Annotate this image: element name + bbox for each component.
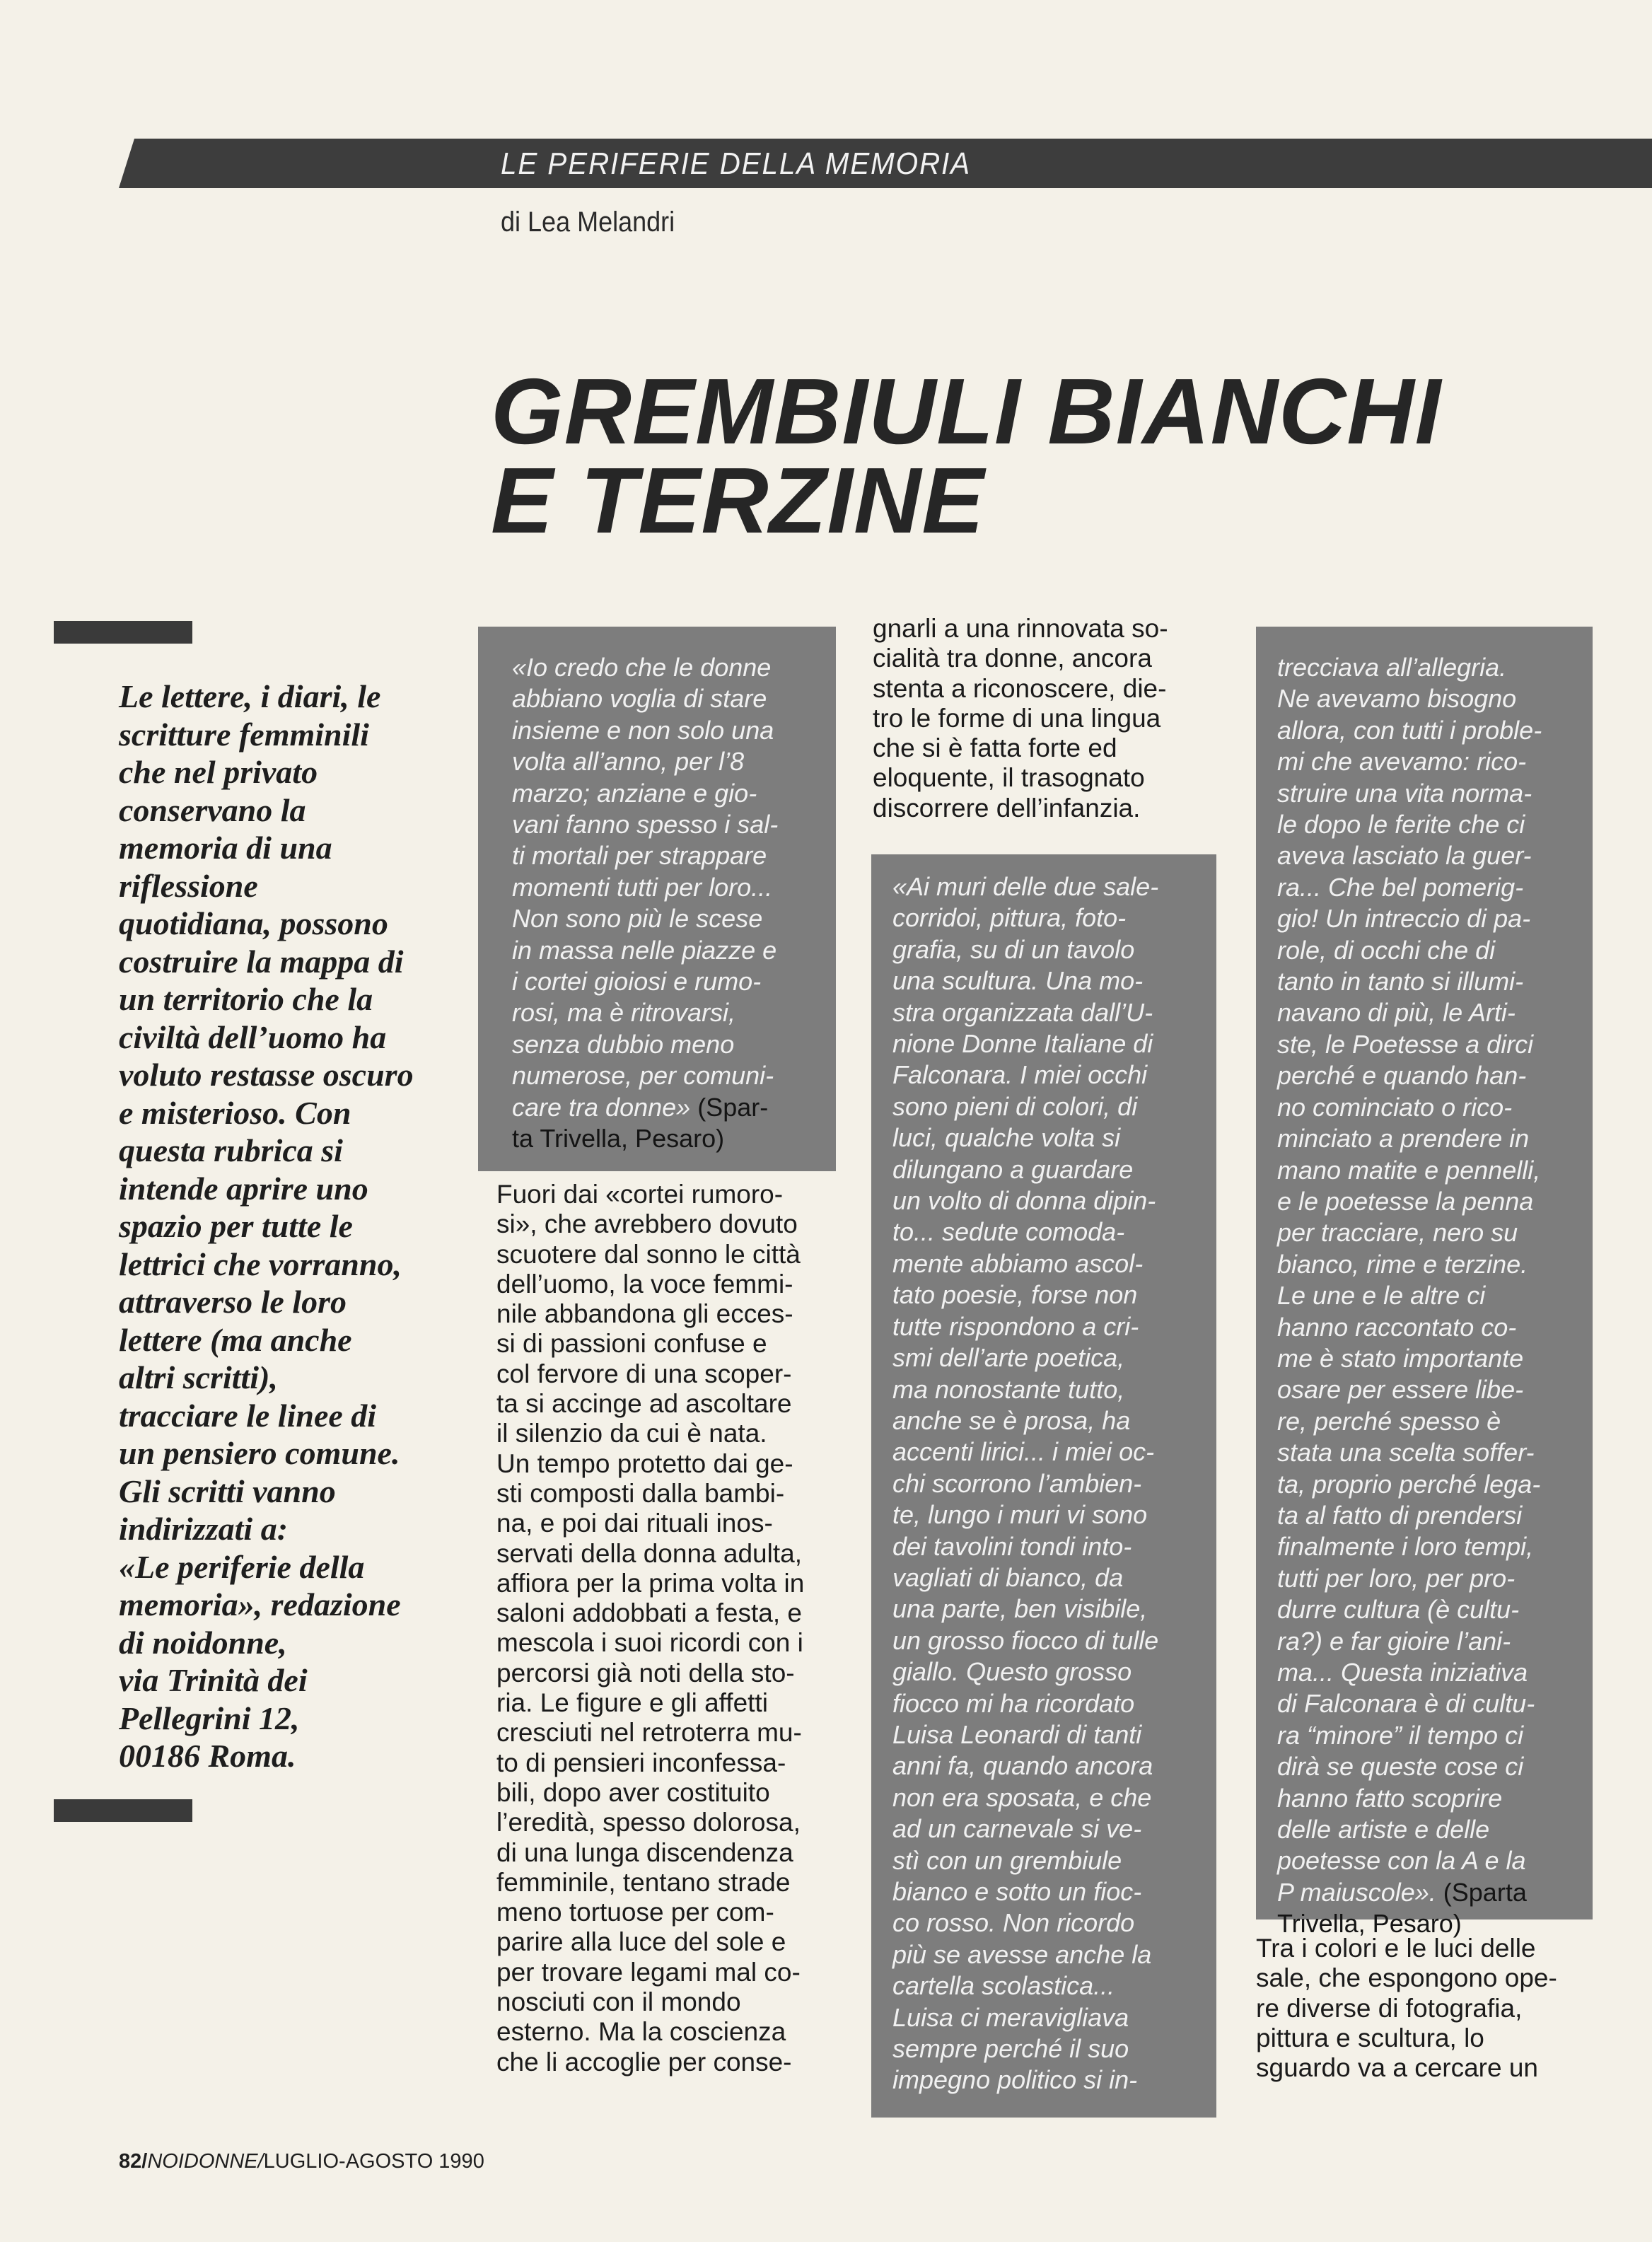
text-line: impegno politico si in- — [892, 2065, 1138, 2095]
text-line: Non sono più le scese — [512, 904, 763, 934]
text-line: no cominciato o rico- — [1277, 1092, 1513, 1122]
text-line: Falconara. I miei occhi — [892, 1060, 1148, 1090]
text-line: ste, le Poetesse a dirci — [1277, 1029, 1534, 1059]
text-line: to di pensieri inconfessa- — [496, 1748, 786, 1777]
text-line: cartella scolastica... — [892, 1971, 1115, 2001]
text-line: tro le forme di una lingua — [873, 703, 1161, 733]
text-line: «Ai muri delle due sale- — [892, 872, 1159, 901]
text-line: mano matite e pennelli, — [1277, 1155, 1541, 1185]
text-line: i cortei gioiosi e rumo- — [512, 967, 762, 997]
text-line: un volto di donna dipin- — [892, 1186, 1156, 1216]
text-line: le dopo le ferite che ci — [1277, 810, 1525, 840]
text-line: esterno. Ma la coscienza — [496, 2017, 786, 2047]
text-line: non era sposata, e che — [892, 1782, 1152, 1812]
text-line: il silenzio da cui è nata. — [496, 1419, 767, 1448]
issue-date: LUGLIO-AGOSTO 1990 — [263, 2150, 484, 2173]
text-line: tato poesie, forse non — [892, 1280, 1138, 1310]
sidebar-top-rule — [54, 621, 192, 644]
text-line: e misterioso. Con — [119, 1094, 351, 1131]
text-line: bianco e sotto un fioc- — [892, 1877, 1142, 1906]
text-line: bili, dopo aver costituito — [496, 1777, 770, 1807]
text-line: saloni addobbati a festa, e — [496, 1598, 802, 1628]
text-line: re diverse di fotografia, — [1256, 1993, 1523, 2023]
text-line: tutte rispondono a cri- — [892, 1311, 1139, 1341]
text-line: chi scorrono l’ambien- — [892, 1468, 1142, 1498]
text-line: mente abbiamo ascol- — [892, 1248, 1144, 1278]
text-line: cresciuti nel retroterra mu- — [496, 1718, 802, 1748]
text-line: altri scritti), — [119, 1359, 278, 1395]
text-line: voluto restasse oscuro — [119, 1057, 414, 1093]
text-line: dell’uomo, la voce femmi- — [496, 1269, 793, 1299]
text-line: Gli scritti vanno — [119, 1473, 336, 1509]
page-number: 82/ — [119, 2150, 148, 2173]
text-line: ra... Che bel pomerig- — [1277, 872, 1524, 902]
text-line: ad un carnevale si ve- — [892, 1814, 1142, 1844]
text-line: navano di più, le Arti- — [1277, 998, 1516, 1028]
text-line: scuotere dal sonno le città — [496, 1239, 801, 1269]
text-line: civiltà dell’uomo ha — [119, 1018, 387, 1055]
text-line: corridoi, pittura, foto- — [892, 903, 1127, 933]
text-line: stenta a riconoscere, die- — [873, 673, 1167, 703]
text-line: di Falconara è di cultu- — [1277, 1689, 1535, 1719]
text-line: nosciuti con il mondo — [496, 1987, 741, 2017]
text-line: durre cultura (è cultu- — [1277, 1595, 1520, 1625]
text-line: insieme e non solo una — [512, 715, 774, 745]
magazine-name: NOIDONNE/ — [147, 2150, 264, 2173]
text-line: gnarli a una rinnovata so- — [873, 614, 1168, 643]
text-line: sale, che espongono ope- — [1256, 1963, 1557, 1993]
text-line: l’eredità, spesso dolorosa, — [496, 1808, 801, 1837]
text-line: luci, qualche volta si — [892, 1123, 1121, 1153]
text-line: co rosso. Non ricordo — [892, 1908, 1135, 1938]
sidebar-bottom-rule — [54, 1799, 192, 1822]
text-line: Le lettere, i diari, le — [119, 678, 381, 714]
text-line: osare per essere libe- — [1277, 1375, 1524, 1405]
sidebar-intro — [119, 678, 458, 1775]
text-line: Ne avevamo bisogno — [1277, 684, 1517, 714]
text-line: tanto in tanto si illumi- — [1277, 967, 1524, 997]
text-line: finalmente i loro tempi, — [1277, 1532, 1534, 1562]
text-line: quotidiana, possono — [119, 905, 388, 941]
text-line: allora, con tutti i proble- — [1277, 715, 1542, 745]
text-line: memoria di una — [119, 830, 332, 866]
text-line: grafia, su di un tavolo — [892, 934, 1135, 964]
text-line: fiocco mi ha ricordato — [892, 1688, 1135, 1718]
text-line: hanno raccontato co- — [1277, 1312, 1517, 1342]
text-line: che li accoglie per conse- — [496, 2047, 792, 2077]
text-line: costruire la mappa di — [119, 943, 404, 980]
quote-1-last-line — [512, 1092, 778, 1123]
text-line: hanno fatto scoprire — [1277, 1783, 1503, 1813]
text-line: dirà se queste cose ci — [1277, 1752, 1524, 1782]
text-line: ma... Questa iniziativa — [1277, 1658, 1528, 1687]
text-line: re, perché spesso è — [1277, 1406, 1501, 1436]
text-line: Un tempo protetto dai ge- — [496, 1448, 793, 1478]
text-line: abbiano voglia di stare — [512, 684, 767, 714]
quote-1-text — [512, 652, 778, 1155]
text-line: sempre perché il suo — [892, 2034, 1129, 2064]
text-line: una scultura. Una mo- — [892, 966, 1144, 996]
text-line: ta si accinge ad ascoltare — [496, 1389, 792, 1419]
text-line: marzo; anziane e gio- — [512, 778, 757, 808]
text-line: nione Donne Italiane di — [892, 1029, 1153, 1059]
text-line: indirizzati a: — [119, 1511, 289, 1547]
text-line: Fuori dai «cortei rumoro- — [496, 1180, 784, 1209]
text-line: per tracciare, nero su — [1277, 1218, 1518, 1248]
text-line: smi dell’arte poetica, — [892, 1343, 1125, 1373]
text-line: stra organizzata dall’U- — [892, 997, 1153, 1027]
text-line: meno tortuose per com- — [496, 1898, 774, 1927]
text-line: perché e quando han- — [1277, 1061, 1527, 1091]
text-line: numerose, per comuni- — [512, 1061, 774, 1091]
rubric-title: LE PERIFERIE DELLA MEMORIA — [501, 146, 971, 181]
text-line: scritture femminili — [119, 716, 369, 753]
text-line: giallo. Questo grosso — [892, 1657, 1132, 1687]
text-line: vani fanno spesso i sal- — [512, 810, 779, 840]
text-line: riflessione — [119, 867, 258, 904]
text-line: ta, proprio perché lega- — [1277, 1469, 1541, 1499]
text-line: accenti lirici... i miei oc- — [892, 1437, 1155, 1467]
text-line: un pensiero comune. — [119, 1435, 400, 1471]
text-line: eloquente, il trasognato — [873, 763, 1145, 793]
text-line: discorrere dell’infanzia. — [873, 793, 1141, 823]
text-line: attraverso le loro — [119, 1284, 347, 1320]
text-line: si», che avrebbero dovuto — [496, 1209, 798, 1239]
quote-1-attribution-a: (Spar- — [690, 1092, 769, 1122]
text-line: me è stato importante — [1277, 1343, 1524, 1373]
text-line: via Trinità dei — [119, 1662, 308, 1698]
text-line: servati della donna adulta, — [496, 1538, 802, 1568]
text-line: Luisa ci meravigliava — [892, 2002, 1129, 2032]
text-line: struire una vita norma- — [1277, 778, 1532, 808]
column-1-body — [496, 1180, 804, 2077]
text-line: gio! Un intreccio di pa- — [1277, 904, 1531, 934]
text-line: bianco, rime e terzine. — [1277, 1249, 1528, 1279]
text-line: momenti tutti per loro... — [512, 872, 773, 902]
text-line: che si è fatta forte ed — [873, 733, 1117, 763]
text-line: «Le periferie della — [119, 1548, 365, 1585]
text-line: pittura e scultura, lo — [1256, 2023, 1484, 2052]
text-line: dei tavolini tondi into- — [892, 1531, 1132, 1561]
text-line: sti composti dalla bambi- — [496, 1478, 785, 1508]
text-line: più se avesse anche la — [892, 1939, 1152, 1969]
text-line: volta all’anno, per l’8 — [512, 747, 745, 777]
text-line: stata una scelta soffer- — [1277, 1438, 1535, 1468]
text-line: ra?) e far gioire l’ani- — [1277, 1626, 1511, 1656]
text-line: percorsi già noti della sto- — [496, 1658, 795, 1688]
text-line: un grosso fiocco di tulle — [892, 1625, 1159, 1655]
text-line: vagliati di bianco, da — [892, 1562, 1124, 1592]
article-title-line-1: GREMBIULI BIANCHI — [491, 359, 1442, 463]
text-line: in massa nelle piazze e — [512, 935, 777, 965]
text-line: rosi, ma è ritrovarsi, — [512, 998, 736, 1028]
quote-2-text — [892, 871, 1158, 2096]
text-line: «Io credo che le donne — [512, 653, 772, 682]
text-line: ra “minore” il tempo ci — [1277, 1720, 1524, 1750]
text-line: ta al fatto di prendersi — [1277, 1500, 1523, 1530]
text-line: na, e poi dai rituali inos- — [496, 1509, 773, 1538]
text-line: delle artiste e delle — [1277, 1815, 1490, 1845]
text-line: aveva lasciato la guer- — [1277, 841, 1532, 871]
text-line: parire alla luce del sole e — [496, 1927, 786, 1957]
text-line: spazio per tutte le — [119, 1208, 353, 1244]
text-line: lettrici che vorranno, — [119, 1245, 402, 1282]
text-line: sono pieni di colori, di — [892, 1091, 1138, 1121]
text-line: anche se è prosa, ha — [892, 1405, 1131, 1435]
quote-3-attribution-b: Trivella, Pesaro) — [1277, 1909, 1462, 1939]
text-line: te, lungo i muri vi sono — [892, 1500, 1148, 1530]
text-line: nile abbandona gli ecces- — [496, 1299, 793, 1329]
text-line: ria. Le figure e gli affetti — [496, 1688, 768, 1718]
text-line: un territorio che la — [119, 981, 373, 1017]
text-line: per trovare legami mal co- — [496, 1957, 801, 1987]
text-line: Tra i colori e le luci delle — [1256, 1934, 1536, 1963]
text-line: role, di occhi che di — [1277, 935, 1496, 965]
text-line: col fervore di una scoper- — [496, 1359, 792, 1388]
text-line: si di passioni confuse e — [496, 1329, 767, 1359]
quote-1-attribution-b: ta Trivella, Pesaro) — [512, 1124, 725, 1154]
text-line: to... sedute comoda- — [892, 1217, 1125, 1247]
text-line: stì con un grembiule — [892, 1845, 1122, 1875]
article-title-line-2: E TERZINE — [491, 448, 985, 552]
text-line: ti mortali per strappare — [512, 841, 767, 871]
text-line: mescola i suoi ricordi con i — [496, 1628, 803, 1658]
text-line: P maiuscole». (Sparta — [1277, 1877, 1527, 1907]
column-3-body — [1256, 1934, 1557, 2083]
text-line: Pellegrini 12, — [119, 1700, 300, 1736]
quote-3-text — [1277, 652, 1542, 1940]
text-line: Luisa Leonardi di tanti — [892, 1719, 1142, 1749]
text-line: di una lunga discendenza — [496, 1837, 793, 1867]
text-line: anni fa, quando ancora — [892, 1751, 1153, 1781]
text-line: una parte, ben visibile, — [892, 1594, 1148, 1624]
text-line: lettere (ma anche — [119, 1321, 352, 1358]
text-line: Le une e le altre ci — [1277, 1281, 1486, 1311]
text-line: conservano la — [119, 791, 306, 828]
text-line: intende aprire uno — [119, 1170, 368, 1207]
text-line: che nel privato — [119, 754, 318, 790]
column-2-body — [873, 614, 1168, 823]
text-line: femminile, tentano strade — [496, 1867, 791, 1897]
text-line: sguardo va a cercare un — [1256, 2053, 1539, 2083]
text-line: tracciare le linee di — [119, 1397, 377, 1434]
text-line: ma nonostante tutto, — [892, 1374, 1125, 1404]
text-line: tutti per loro, per pro- — [1277, 1563, 1516, 1593]
text-line: cialità tra donne, ancora — [873, 644, 1152, 673]
text-line: 00186 Roma. — [119, 1738, 296, 1774]
text-line: poetesse con la A e la — [1277, 1846, 1526, 1876]
text-line: dilungano a guardare — [892, 1154, 1134, 1184]
text-line: di noidonne, — [119, 1624, 287, 1661]
text-line: trecciava all’allegria. — [1277, 653, 1507, 682]
text-line: senza dubbio meno — [512, 1029, 735, 1059]
text-line: minciato a prendere in — [1277, 1124, 1530, 1154]
text-line: e le poetesse la penna — [1277, 1186, 1534, 1216]
text-line: memoria», redazione — [119, 1586, 401, 1622]
quote-3-attribution-a: (Sparta — [1436, 1877, 1527, 1907]
text-line: mi che avevamo: rico- — [1277, 747, 1527, 777]
text-line: affiora per la prima volta in — [496, 1568, 805, 1598]
text-line: care tra donne» — [512, 1092, 691, 1122]
author-byline: di Lea Melandri — [501, 207, 675, 238]
page-footer — [119, 2150, 484, 2173]
text-line: questa rubrica si — [119, 1132, 343, 1168]
